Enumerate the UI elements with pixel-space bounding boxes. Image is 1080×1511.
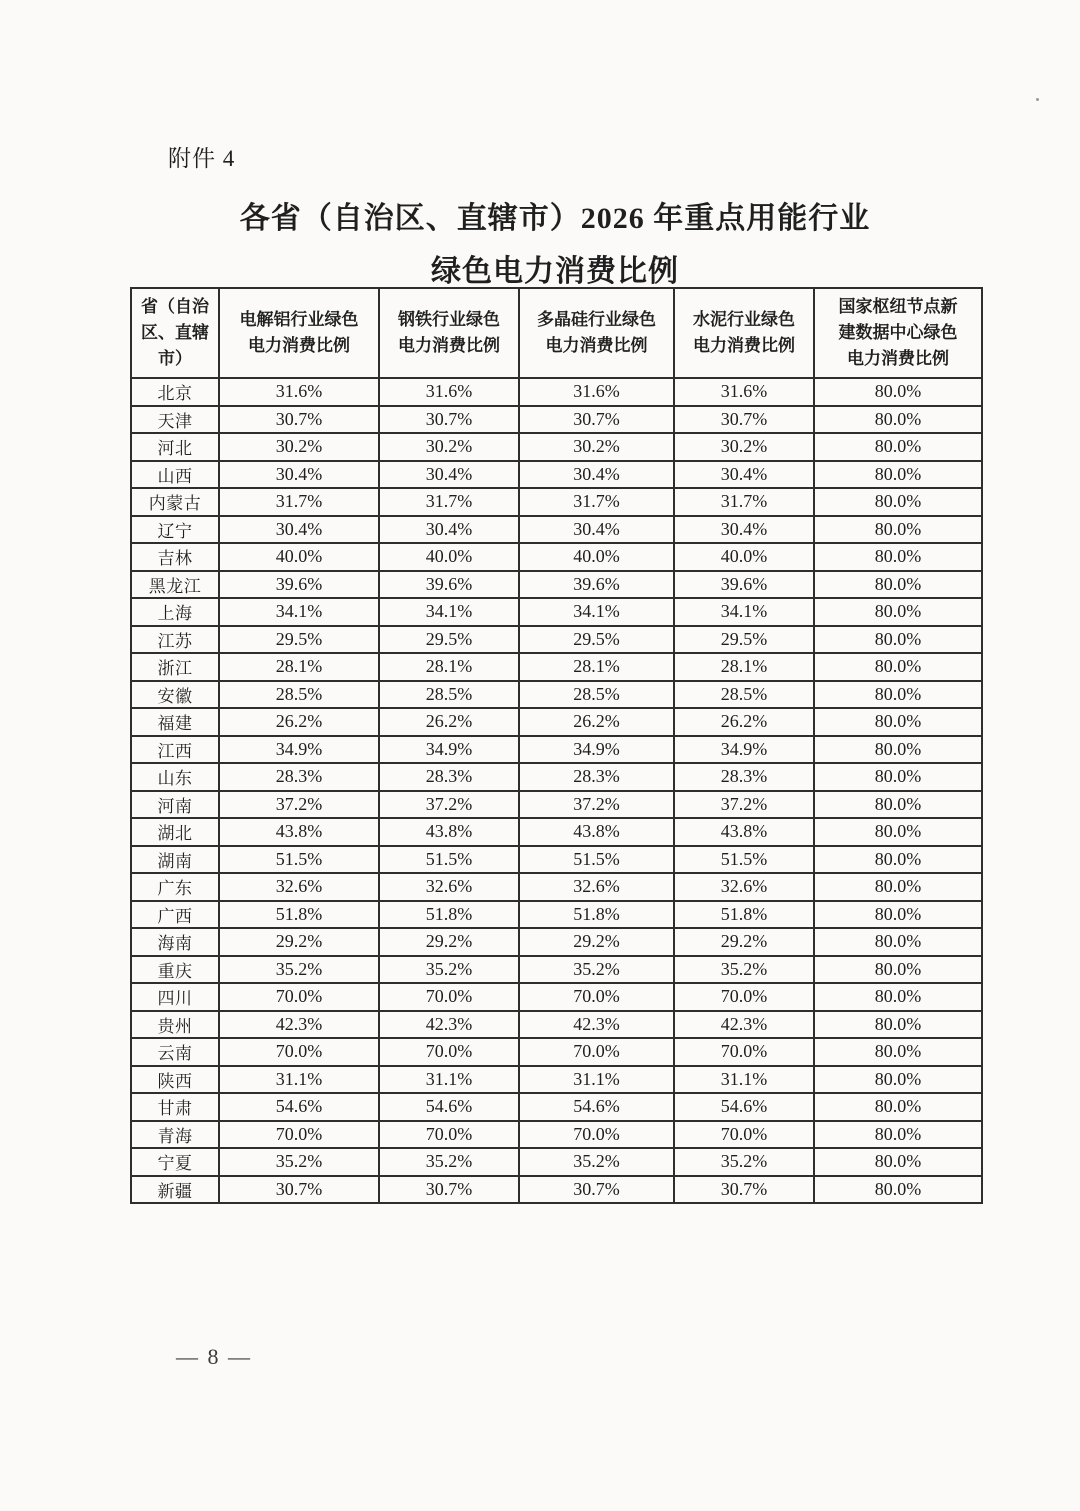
table-row bbox=[131, 406, 982, 434]
value-cell: 80.0% bbox=[814, 763, 982, 791]
value-cell: 30.2% bbox=[674, 433, 814, 461]
value-cell: 70.0% bbox=[379, 983, 519, 1011]
value-cell: 29.5% bbox=[674, 626, 814, 654]
value-cell: 30.7% bbox=[674, 406, 814, 434]
value-cell: 28.5% bbox=[674, 681, 814, 709]
table-body bbox=[131, 378, 982, 1203]
value-cell: 40.0% bbox=[219, 543, 379, 571]
value-cell: 51.8% bbox=[379, 901, 519, 929]
table-row bbox=[131, 433, 982, 461]
value-cell: 51.8% bbox=[519, 901, 674, 929]
value-cell: 31.6% bbox=[674, 378, 814, 406]
value-cell: 54.6% bbox=[219, 1093, 379, 1121]
value-cell: 51.5% bbox=[519, 846, 674, 874]
value-cell: 29.2% bbox=[674, 928, 814, 956]
value-cell: 80.0% bbox=[814, 956, 982, 984]
table-row bbox=[131, 653, 982, 681]
province-cell: 海南 bbox=[131, 928, 219, 956]
province-cell: 吉林 bbox=[131, 543, 219, 571]
table-row bbox=[131, 543, 982, 571]
table-row bbox=[131, 1176, 982, 1204]
value-cell: 31.6% bbox=[519, 378, 674, 406]
table-row bbox=[131, 516, 982, 544]
value-cell: 28.5% bbox=[519, 681, 674, 709]
value-cell: 34.9% bbox=[519, 736, 674, 764]
province-cell: 广东 bbox=[131, 873, 219, 901]
value-cell: 70.0% bbox=[519, 1121, 674, 1149]
value-cell: 34.9% bbox=[379, 736, 519, 764]
value-cell: 51.5% bbox=[674, 846, 814, 874]
value-cell: 30.7% bbox=[379, 406, 519, 434]
value-cell: 28.5% bbox=[219, 681, 379, 709]
province-cell: 安徽 bbox=[131, 681, 219, 709]
value-cell: 51.8% bbox=[674, 901, 814, 929]
table-row bbox=[131, 708, 982, 736]
header-polysilicon: 多晶硅行业绿色电力消费比例 bbox=[519, 288, 674, 378]
value-cell: 30.7% bbox=[379, 1176, 519, 1204]
table-row bbox=[131, 681, 982, 709]
value-cell: 43.8% bbox=[219, 818, 379, 846]
value-cell: 34.1% bbox=[219, 598, 379, 626]
value-cell: 51.5% bbox=[219, 846, 379, 874]
table-row bbox=[131, 488, 982, 516]
value-cell: 35.2% bbox=[379, 1148, 519, 1176]
value-cell: 30.4% bbox=[519, 516, 674, 544]
value-cell: 31.7% bbox=[519, 488, 674, 516]
table-row bbox=[131, 1038, 982, 1066]
value-cell: 28.3% bbox=[519, 763, 674, 791]
value-cell: 31.1% bbox=[219, 1066, 379, 1094]
table-row bbox=[131, 1011, 982, 1039]
value-cell: 80.0% bbox=[814, 1038, 982, 1066]
value-cell: 35.2% bbox=[674, 1148, 814, 1176]
value-cell: 35.2% bbox=[219, 956, 379, 984]
value-cell: 37.2% bbox=[674, 791, 814, 819]
header-steel: 钢铁行业绿色电力消费比例 bbox=[379, 288, 519, 378]
value-cell: 37.2% bbox=[219, 791, 379, 819]
value-cell: 30.4% bbox=[379, 516, 519, 544]
value-cell: 31.1% bbox=[519, 1066, 674, 1094]
value-cell: 29.5% bbox=[219, 626, 379, 654]
value-cell: 37.2% bbox=[519, 791, 674, 819]
province-cell: 广西 bbox=[131, 901, 219, 929]
value-cell: 30.2% bbox=[519, 433, 674, 461]
value-cell: 30.4% bbox=[519, 461, 674, 489]
attachment-label: 附件 4 bbox=[168, 146, 236, 171]
value-cell: 26.2% bbox=[674, 708, 814, 736]
value-cell: 29.2% bbox=[219, 928, 379, 956]
value-cell: 29.2% bbox=[379, 928, 519, 956]
value-cell: 80.0% bbox=[814, 1176, 982, 1204]
value-cell: 40.0% bbox=[379, 543, 519, 571]
value-cell: 30.4% bbox=[219, 516, 379, 544]
value-cell: 30.7% bbox=[219, 406, 379, 434]
table-row bbox=[131, 1093, 982, 1121]
green-power-consumption-table bbox=[130, 287, 983, 1204]
document-title bbox=[115, 192, 995, 298]
value-cell: 70.0% bbox=[519, 983, 674, 1011]
value-cell: 80.0% bbox=[814, 736, 982, 764]
value-cell: 35.2% bbox=[219, 1148, 379, 1176]
page-number: — 8 — bbox=[176, 1344, 252, 1369]
value-cell: 80.0% bbox=[814, 571, 982, 599]
province-cell: 河北 bbox=[131, 433, 219, 461]
header-province: 省（自治区、直辖市） bbox=[131, 288, 219, 378]
province-cell: 贵州 bbox=[131, 1011, 219, 1039]
value-cell: 32.6% bbox=[219, 873, 379, 901]
value-cell: 80.0% bbox=[814, 626, 982, 654]
value-cell: 31.7% bbox=[219, 488, 379, 516]
value-cell: 30.7% bbox=[674, 1176, 814, 1204]
province-cell: 山西 bbox=[131, 461, 219, 489]
value-cell: 43.8% bbox=[379, 818, 519, 846]
value-cell: 34.1% bbox=[379, 598, 519, 626]
value-cell: 31.7% bbox=[674, 488, 814, 516]
table-row bbox=[131, 846, 982, 874]
value-cell: 39.6% bbox=[674, 571, 814, 599]
value-cell: 30.4% bbox=[674, 516, 814, 544]
title-line-1: 各省（自治区、直辖市）2026 年重点用能行业 bbox=[239, 202, 871, 235]
value-cell: 31.1% bbox=[674, 1066, 814, 1094]
table-row bbox=[131, 956, 982, 984]
province-cell: 辽宁 bbox=[131, 516, 219, 544]
value-cell: 51.5% bbox=[379, 846, 519, 874]
table-row bbox=[131, 1148, 982, 1176]
value-cell: 70.0% bbox=[379, 1121, 519, 1149]
value-cell: 28.1% bbox=[379, 653, 519, 681]
value-cell: 31.7% bbox=[379, 488, 519, 516]
value-cell: 35.2% bbox=[379, 956, 519, 984]
value-cell: 80.0% bbox=[814, 1011, 982, 1039]
table-row bbox=[131, 1121, 982, 1149]
value-cell: 28.3% bbox=[674, 763, 814, 791]
value-cell: 70.0% bbox=[674, 983, 814, 1011]
value-cell: 80.0% bbox=[814, 378, 982, 406]
value-cell: 30.4% bbox=[674, 461, 814, 489]
value-cell: 30.7% bbox=[519, 1176, 674, 1204]
table-row bbox=[131, 1066, 982, 1094]
province-cell: 山东 bbox=[131, 763, 219, 791]
table-header-row bbox=[131, 288, 982, 378]
value-cell: 43.8% bbox=[519, 818, 674, 846]
scan-artifact-dot bbox=[1036, 98, 1039, 101]
value-cell: 80.0% bbox=[814, 598, 982, 626]
value-cell: 70.0% bbox=[219, 983, 379, 1011]
province-cell: 云南 bbox=[131, 1038, 219, 1066]
title-line-2: 绿色电力消费比例 bbox=[431, 255, 679, 288]
value-cell: 30.4% bbox=[219, 461, 379, 489]
province-cell: 新疆 bbox=[131, 1176, 219, 1204]
province-cell: 四川 bbox=[131, 983, 219, 1011]
value-cell: 26.2% bbox=[219, 708, 379, 736]
value-cell: 70.0% bbox=[219, 1038, 379, 1066]
value-cell: 80.0% bbox=[814, 1148, 982, 1176]
province-cell: 北京 bbox=[131, 378, 219, 406]
province-cell: 江苏 bbox=[131, 626, 219, 654]
value-cell: 32.6% bbox=[674, 873, 814, 901]
table-row bbox=[131, 928, 982, 956]
value-cell: 35.2% bbox=[519, 1148, 674, 1176]
value-cell: 39.6% bbox=[519, 571, 674, 599]
value-cell: 40.0% bbox=[674, 543, 814, 571]
table-row bbox=[131, 763, 982, 791]
value-cell: 80.0% bbox=[814, 516, 982, 544]
value-cell: 35.2% bbox=[674, 956, 814, 984]
province-cell: 湖北 bbox=[131, 818, 219, 846]
table-row bbox=[131, 791, 982, 819]
value-cell: 39.6% bbox=[219, 571, 379, 599]
value-cell: 80.0% bbox=[814, 433, 982, 461]
value-cell: 35.2% bbox=[519, 956, 674, 984]
province-cell: 甘肃 bbox=[131, 1093, 219, 1121]
value-cell: 28.1% bbox=[674, 653, 814, 681]
value-cell: 80.0% bbox=[814, 846, 982, 874]
value-cell: 31.1% bbox=[379, 1066, 519, 1094]
value-cell: 54.6% bbox=[379, 1093, 519, 1121]
province-cell: 天津 bbox=[131, 406, 219, 434]
value-cell: 37.2% bbox=[379, 791, 519, 819]
value-cell: 80.0% bbox=[814, 653, 982, 681]
table-row bbox=[131, 873, 982, 901]
value-cell: 28.5% bbox=[379, 681, 519, 709]
value-cell: 31.6% bbox=[379, 378, 519, 406]
value-cell: 29.5% bbox=[379, 626, 519, 654]
province-cell: 宁夏 bbox=[131, 1148, 219, 1176]
value-cell: 80.0% bbox=[814, 1066, 982, 1094]
value-cell: 80.0% bbox=[814, 791, 982, 819]
value-cell: 80.0% bbox=[814, 543, 982, 571]
value-cell: 30.7% bbox=[219, 1176, 379, 1204]
province-cell: 福建 bbox=[131, 708, 219, 736]
value-cell: 51.8% bbox=[219, 901, 379, 929]
province-cell: 黑龙江 bbox=[131, 571, 219, 599]
value-cell: 80.0% bbox=[814, 406, 982, 434]
value-cell: 28.3% bbox=[379, 763, 519, 791]
header-cement: 水泥行业绿色电力消费比例 bbox=[674, 288, 814, 378]
province-cell: 上海 bbox=[131, 598, 219, 626]
table-row bbox=[131, 736, 982, 764]
value-cell: 70.0% bbox=[379, 1038, 519, 1066]
value-cell: 34.1% bbox=[674, 598, 814, 626]
table-row bbox=[131, 571, 982, 599]
value-cell: 34.9% bbox=[219, 736, 379, 764]
value-cell: 43.8% bbox=[674, 818, 814, 846]
value-cell: 29.2% bbox=[519, 928, 674, 956]
table-row bbox=[131, 626, 982, 654]
value-cell: 42.3% bbox=[219, 1011, 379, 1039]
value-cell: 70.0% bbox=[519, 1038, 674, 1066]
value-cell: 70.0% bbox=[219, 1121, 379, 1149]
value-cell: 30.2% bbox=[219, 433, 379, 461]
value-cell: 29.5% bbox=[519, 626, 674, 654]
value-cell: 80.0% bbox=[814, 681, 982, 709]
province-cell: 江西 bbox=[131, 736, 219, 764]
province-cell: 陕西 bbox=[131, 1066, 219, 1094]
value-cell: 39.6% bbox=[379, 571, 519, 599]
value-cell: 80.0% bbox=[814, 461, 982, 489]
province-cell: 湖南 bbox=[131, 846, 219, 874]
value-cell: 28.1% bbox=[219, 653, 379, 681]
value-cell: 80.0% bbox=[814, 1093, 982, 1121]
value-cell: 54.6% bbox=[674, 1093, 814, 1121]
value-cell: 42.3% bbox=[674, 1011, 814, 1039]
value-cell: 80.0% bbox=[814, 818, 982, 846]
value-cell: 30.4% bbox=[379, 461, 519, 489]
header-electrolytic-aluminum: 电解铝行业绿色电力消费比例 bbox=[219, 288, 379, 378]
province-cell: 内蒙古 bbox=[131, 488, 219, 516]
province-cell: 河南 bbox=[131, 791, 219, 819]
value-cell: 26.2% bbox=[519, 708, 674, 736]
value-cell: 40.0% bbox=[519, 543, 674, 571]
value-cell: 32.6% bbox=[519, 873, 674, 901]
value-cell: 42.3% bbox=[379, 1011, 519, 1039]
table-row bbox=[131, 818, 982, 846]
table-row bbox=[131, 461, 982, 489]
value-cell: 34.1% bbox=[519, 598, 674, 626]
value-cell: 31.6% bbox=[219, 378, 379, 406]
province-cell: 重庆 bbox=[131, 956, 219, 984]
value-cell: 70.0% bbox=[674, 1121, 814, 1149]
value-cell: 80.0% bbox=[814, 873, 982, 901]
value-cell: 54.6% bbox=[519, 1093, 674, 1121]
value-cell: 80.0% bbox=[814, 488, 982, 516]
value-cell: 80.0% bbox=[814, 901, 982, 929]
value-cell: 80.0% bbox=[814, 928, 982, 956]
value-cell: 80.0% bbox=[814, 1121, 982, 1149]
province-cell: 青海 bbox=[131, 1121, 219, 1149]
table-row bbox=[131, 983, 982, 1011]
value-cell: 30.7% bbox=[519, 406, 674, 434]
value-cell: 80.0% bbox=[814, 708, 982, 736]
value-cell: 26.2% bbox=[379, 708, 519, 736]
table-row bbox=[131, 901, 982, 929]
value-cell: 42.3% bbox=[519, 1011, 674, 1039]
header-data-center: 国家枢纽节点新建数据中心绿色电力消费比例 bbox=[814, 288, 982, 378]
value-cell: 28.3% bbox=[219, 763, 379, 791]
value-cell: 28.1% bbox=[519, 653, 674, 681]
table-row bbox=[131, 598, 982, 626]
value-cell: 32.6% bbox=[379, 873, 519, 901]
value-cell: 34.9% bbox=[674, 736, 814, 764]
table-row bbox=[131, 378, 982, 406]
value-cell: 80.0% bbox=[814, 983, 982, 1011]
province-cell: 浙江 bbox=[131, 653, 219, 681]
value-cell: 70.0% bbox=[674, 1038, 814, 1066]
value-cell: 30.2% bbox=[379, 433, 519, 461]
